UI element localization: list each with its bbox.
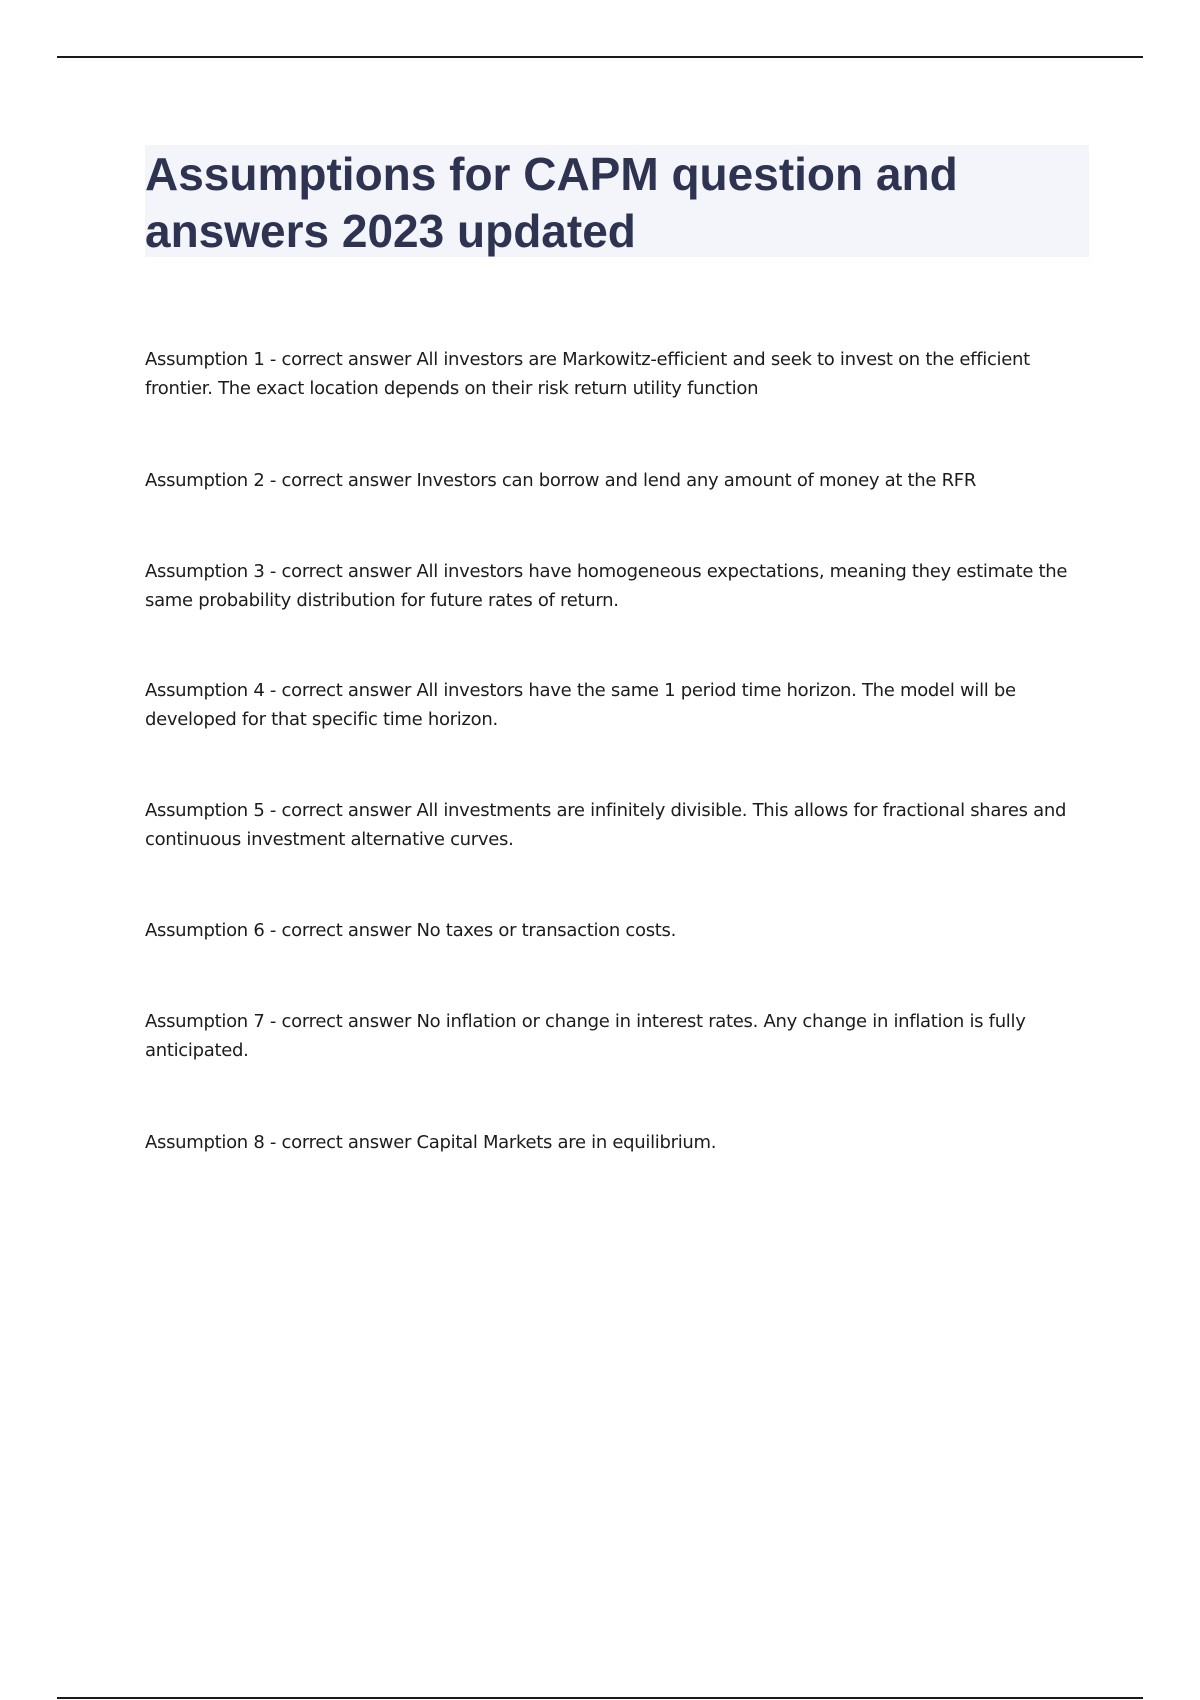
qa-item-4: Assumption 4 - correct answer All investors have the same 1 period time horizon. The model will be developed for that specific time horizon. — [145, 680, 1016, 730]
qa-item-7: Assumption 7 - correct answer No inflation or change in interest rates. Any change in inflation is fully anticipated. — [145, 1011, 1026, 1061]
page-title: Assumptions for CAPM question and answers 2023 updated — [145, 148, 958, 257]
qa-item-5: Assumption 5 - correct answer All investments are infinitely divisible. This allows for fractional shares and continuous investment alternative curves. — [145, 800, 1067, 850]
qa-item-8: Assumption 8 - correct answer Capital Markets are in equilibrium. — [145, 1132, 717, 1153]
qa-item-6: Assumption 6 - correct answer No taxes or transaction costs. — [145, 920, 677, 941]
bottom-divider — [57, 1697, 1143, 1699]
top-divider — [57, 56, 1143, 58]
qa-item-3: Assumption 3 - correct answer All investors have homogeneous expectations, meaning they estimate the same probability distribution for future rates of return. — [145, 561, 1068, 611]
qa-item-1: Assumption 1 - correct answer All investors are Markowitz-efficient and seek to invest on the efficient frontier. The exact location depends on their risk return utility function — [145, 349, 1030, 399]
qa-item-2: Assumption 2 - correct answer Investors can borrow and lend any amount of money at the RFR — [145, 470, 977, 491]
